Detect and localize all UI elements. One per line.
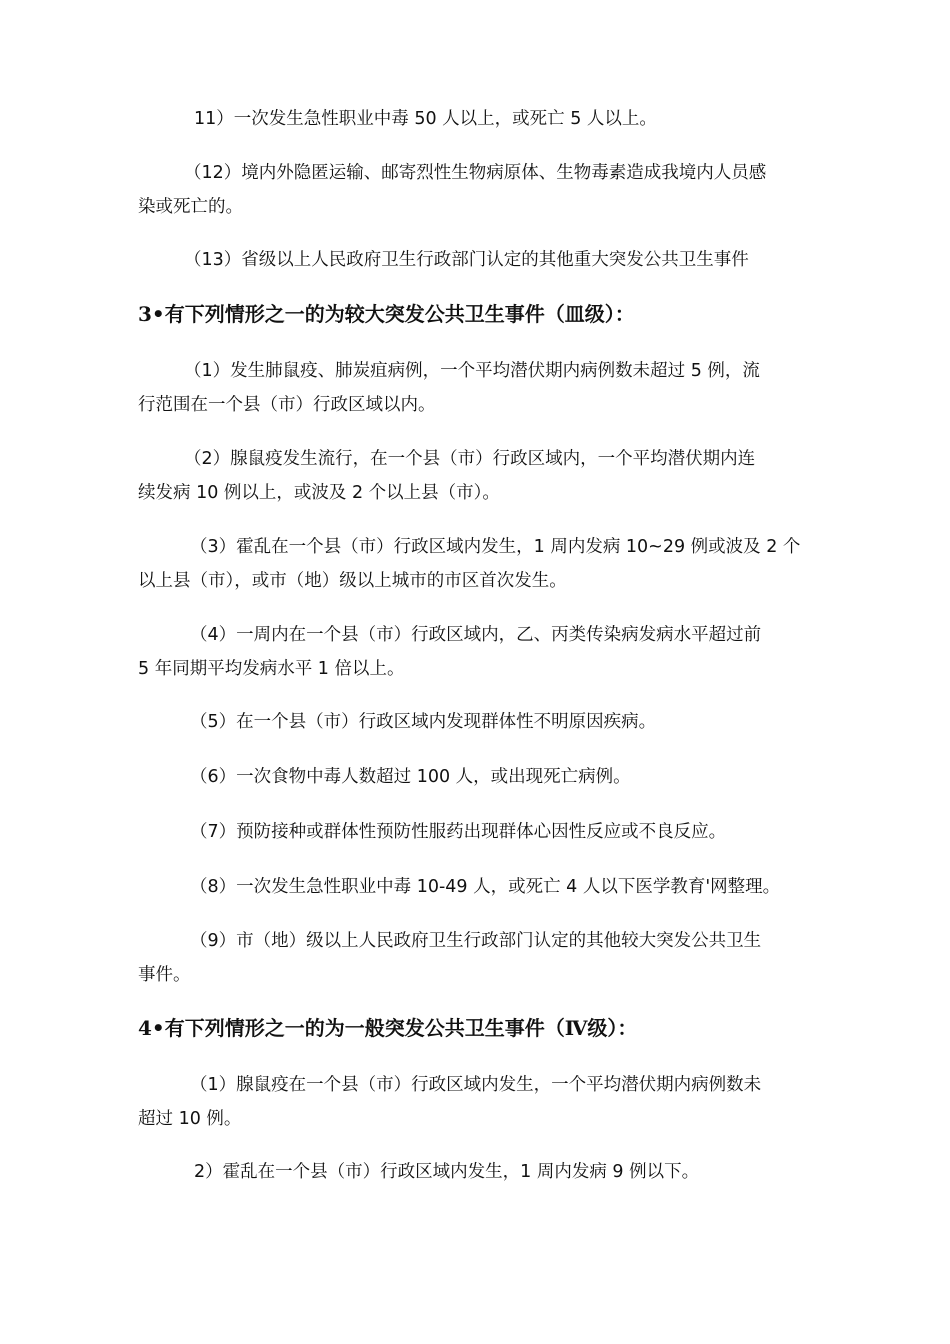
s3-item-9-line-2: 事件。 bbox=[138, 965, 191, 985]
s4-item-2-line-1: 2）霍乱在一个县（市）行政区域内发生，1 周内发病 9 例以下。 bbox=[194, 1162, 700, 1182]
item-12 bbox=[138, 156, 818, 224]
item-13 bbox=[138, 243, 818, 277]
s3-item-2-line-2: 续发病 10 例以上，或波及 2 个以上县（市）。 bbox=[138, 483, 500, 503]
s4-item-1-line-1: （1）腺鼠疫在一个县（市）行政区域内发生，一个平均潜伏期内病例数未 bbox=[190, 1075, 762, 1095]
s3-item-7-line-1: （7）预防接种或群体性预防性服药出现群体心因性反应或不良反应。 bbox=[190, 822, 727, 842]
s3-item-1-line-2: 行范围在一个县（市）行政区域以内。 bbox=[138, 395, 436, 415]
s3-item-2-line-1: （2）腺鼠疫发生流行，在一个县（市）行政区域内，一个平均潜伏期内连 bbox=[184, 449, 756, 469]
item-11-line-1: 11）一次发生急性职业中毒 50 人以上，或死亡 5 人以上。 bbox=[194, 109, 657, 129]
s4-item-1-line-2: 超过 10 例。 bbox=[138, 1109, 242, 1129]
s3-item-3-line-1: （3）霍乱在一个县（市）行政区域内发生，1 周内发病 10~29 例或波及 2 个 bbox=[190, 537, 801, 557]
s4-item-2 bbox=[138, 1155, 818, 1189]
s3-item-1 bbox=[138, 354, 818, 422]
item-13-line-1: （13）省级以上人民政府卫生行政部门认定的其他重大突发公共卫生事件 bbox=[184, 250, 749, 270]
s3-item-4-line-2: 5 年同期平均发病水平 1 倍以上。 bbox=[138, 659, 405, 679]
s3-item-5 bbox=[138, 705, 818, 739]
section-3-heading: 3•有下列情形之一的为较大突发公共卫生事件（皿级）： bbox=[138, 302, 635, 326]
s3-item-6 bbox=[138, 760, 818, 794]
item-11 bbox=[138, 102, 818, 136]
item-12-line-1: （12）境内外隐匿运输、邮寄烈性生物病原体、生物毒素造成我境内人员感 bbox=[184, 163, 767, 183]
s3-item-5-line-1: （5）在一个县（市）行政区域内发现群体性不明原因疾病。 bbox=[190, 712, 657, 732]
s3-item-8 bbox=[138, 870, 818, 904]
s3-item-3-line-2: 以上县（市），或市（地）级以上城市的市区首次发生。 bbox=[138, 571, 567, 591]
s3-item-4 bbox=[138, 618, 818, 686]
s3-item-7 bbox=[138, 815, 818, 849]
s3-item-9-line-1: （9）市（地）级以上人民政府卫生行政部门认定的其他较大突发公共卫生 bbox=[190, 931, 762, 951]
item-12-line-2: 染或死亡的。 bbox=[138, 197, 243, 217]
s3-item-8-line-1: （8）一次发生急性职业中毒 10-49 人，或死亡 4 人以下医学教育'网整理。 bbox=[190, 877, 781, 897]
s3-item-9 bbox=[138, 924, 818, 992]
s3-item-3 bbox=[138, 530, 818, 598]
s4-item-1 bbox=[138, 1068, 818, 1136]
s3-item-6-line-1: （6）一次食物中毒人数超过 100 人，或出现死亡病例。 bbox=[190, 767, 631, 787]
section-4-heading: 4•有下列情形之一的为一般突发公共卫生事件（Ⅳ级）： bbox=[138, 1016, 638, 1040]
s3-item-1-line-1: （1）发生肺鼠疫、肺炭疽病例，一个平均潜伏期内病例数未超过 5 例，流 bbox=[184, 361, 760, 381]
s3-item-2 bbox=[138, 442, 818, 510]
s3-item-4-line-1: （4）一周内在一个县（市）行政区域内，乙、丙类传染病发病水平超过前 bbox=[190, 625, 762, 645]
